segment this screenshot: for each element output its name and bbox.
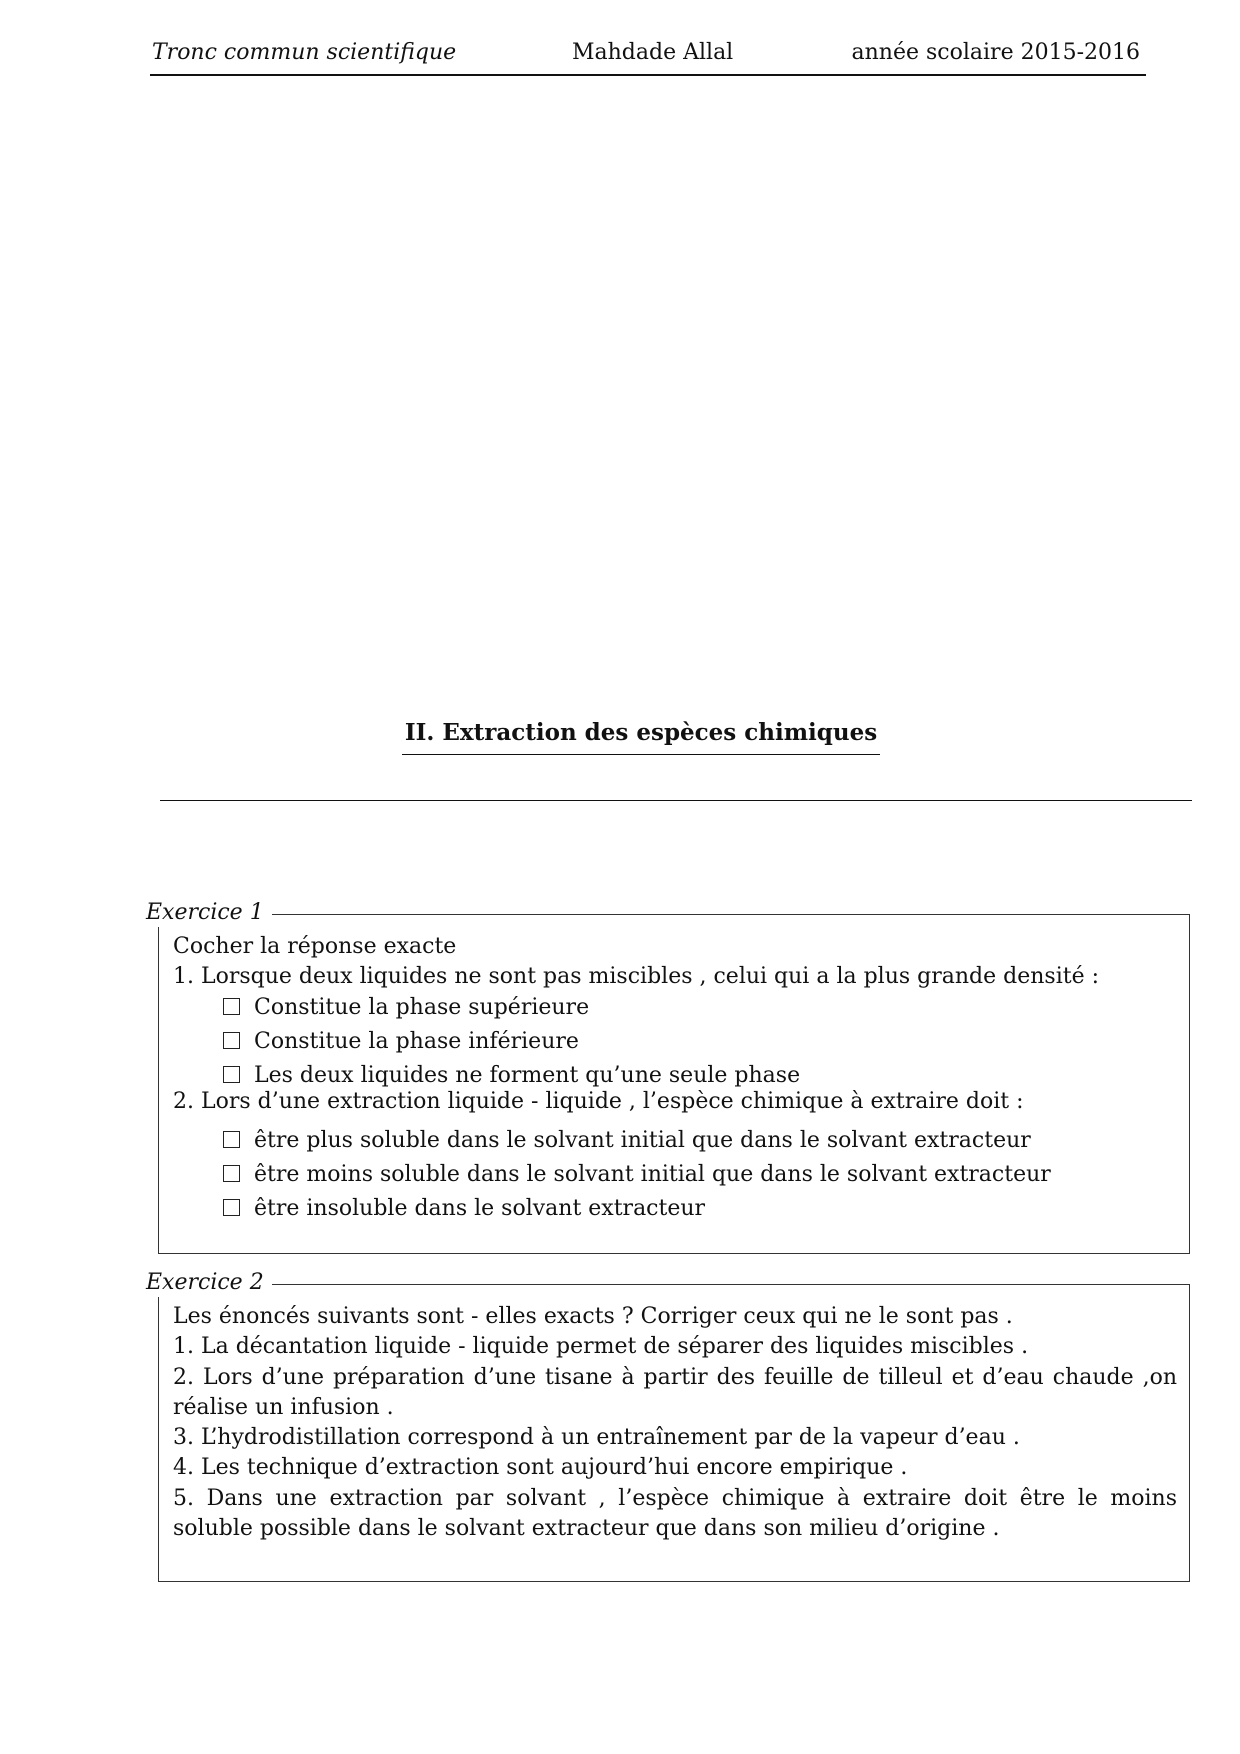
question-2: 2. Lors d’une extraction liquide - liquide , l’espèce chimique à extraire doit :	[173, 1089, 1024, 1115]
option-label: être insoluble dans le solvant extracteur	[254, 1196, 706, 1222]
exercise-1-box	[146, 900, 1190, 1254]
exercise-2-box	[146, 1270, 1190, 1582]
option-label: être moins soluble dans le solvant initial que dans le solvant extracteur	[254, 1162, 1051, 1188]
q1-option-2[interactable]	[173, 1027, 1177, 1057]
checkbox-icon[interactable]	[223, 998, 240, 1015]
checkbox-icon[interactable]	[223, 1066, 240, 1083]
exercise-2-intro: Les énoncés suivants sont - elles exacts ? Corriger ceux qui ne le sont pas .	[173, 1304, 1013, 1329]
header-author: Mahdade Allal	[572, 40, 734, 65]
statement-5: 5. Dans une extraction par solvant , l’espèce chimique à extraire doit être le moins soluble possible dans le solvant extracteur que dans son milieu d’origine .	[173, 1485, 1177, 1542]
question-1: 1. Lorsque deux liquides ne sont pas miscibles , celui qui a la plus grande densité :	[173, 964, 1100, 990]
exercise-1-title: Exercice 1	[146, 899, 272, 927]
q2-option-1[interactable]	[173, 1126, 1177, 1156]
exercise-2-title: Exercice 2	[146, 1269, 272, 1297]
option-label: être plus soluble dans le solvant initial que dans le solvant extracteur	[254, 1127, 1031, 1153]
checkbox-icon[interactable]	[223, 1165, 240, 1182]
checkbox-icon[interactable]	[223, 1199, 240, 1216]
option-label: Constitue la phase supérieure	[254, 994, 590, 1020]
checkbox-icon[interactable]	[223, 1032, 240, 1049]
option-label: Constitue la phase inférieure	[254, 1028, 579, 1054]
q2-option-3[interactable]	[173, 1194, 1177, 1224]
header-course: Tronc commun scientifique	[152, 40, 457, 65]
statement-2: 2. Lors d’une préparation d’une tisane à partir des feuille de tilleul et d’eau chaude ,on réalise un infusion .	[173, 1364, 1177, 1420]
option-label: Les deux liquides ne forment qu’une seule phase	[254, 1063, 801, 1089]
exercise-1-instruction: Cocher la réponse exacte	[173, 934, 457, 959]
q1-option-1[interactable]	[173, 993, 1177, 1023]
page-header	[150, 38, 1146, 76]
q2-option-2[interactable]	[173, 1160, 1177, 1190]
statement-3: 3. L’hydrodistillation correspond à un entraînement par de la vapeur d’eau .	[173, 1425, 1020, 1451]
header-school-year: année scolaire 2015-2016	[851, 40, 1140, 65]
exercise-1-content	[173, 932, 1177, 1221]
checkbox-icon[interactable]	[223, 1131, 240, 1148]
statement-1: 1. La décantation liquide - liquide permet de séparer des liquides miscibles .	[173, 1334, 1029, 1360]
section-divider	[160, 800, 1192, 801]
section-title: II. Extraction des espèces chimiques	[402, 716, 880, 755]
statement-4: 4. Les technique d’extraction sont aujourd’hui encore empirique .	[173, 1455, 908, 1481]
exercise-2-content	[173, 1302, 1177, 1544]
